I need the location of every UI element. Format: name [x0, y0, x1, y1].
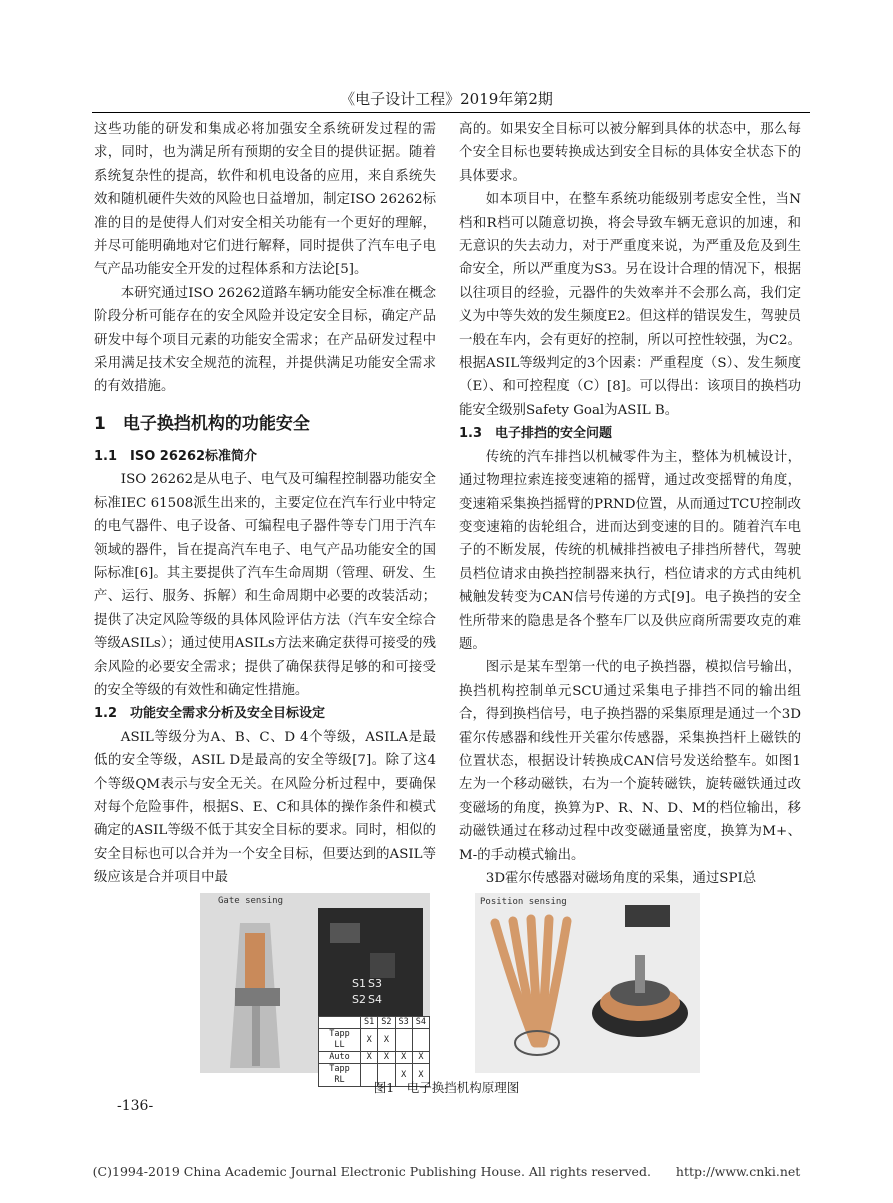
- gate-sensing-label: Gate sensing: [218, 896, 284, 906]
- table-cell: X: [395, 1064, 412, 1087]
- pcb-label: S2: [352, 993, 366, 1006]
- position-sensing-label: Position sensing: [480, 897, 567, 907]
- subsection-heading: 1.2 功能安全需求分析及安全目标设定: [94, 706, 326, 722]
- table-cell: X: [412, 1064, 429, 1087]
- table-cell: S3: [395, 1017, 412, 1029]
- table-cell: X: [361, 1029, 378, 1052]
- table-row: [319, 1052, 430, 1064]
- paragraph: ISO 26262是从电子、电气及可编程控制器功能安全标准IEC 61508派生出来的，主要定位在汽车行业中特定的电气器件、电子设备、可编程电子器件等专门用于汽车领域的器件，旨在提高汽车电子、电气产品功能安全的国际标准[6]。其主要提供了汽车生命周期（管理、研发、生产、运行、服务、拆解）和生命周期中必要的改装活动；提供了决定风险等级的具体风险评估方法（汽车安全综合等级ASILs）；通过使用ASILs方法来确定获得可接受的残余风险的必要安全需求；提供了确保获得足够的和可接受的安全等级的有效性和确定性措施。: [94, 472, 436, 698]
- table-cell: X: [378, 1029, 395, 1052]
- table-cell: S1: [361, 1017, 378, 1029]
- header-rule: [92, 112, 810, 113]
- pcb-label: S1: [352, 977, 366, 990]
- table-cell: [319, 1017, 361, 1029]
- paragraph: 3D霍尔传感器对磁场角度的采集，通过SPI总: [485, 871, 757, 886]
- table-cell: S4: [412, 1017, 429, 1029]
- position-sensing-panel: [475, 893, 700, 1073]
- table-cell: [412, 1029, 429, 1052]
- table-cell: Auto: [319, 1052, 361, 1064]
- right-column: [459, 118, 801, 890]
- figure-caption: 图1 电子换挡机构原理图: [373, 1080, 520, 1095]
- pcb-label: S3: [368, 977, 382, 990]
- table-cell: X: [361, 1052, 378, 1064]
- figure-1: [200, 893, 700, 1085]
- table-cell: [395, 1029, 412, 1052]
- subsection-heading: 1.1 ISO 26262标准简介: [94, 448, 258, 464]
- gate-sensing-panel: [200, 893, 430, 1085]
- subsection-heading: 1.3 电子排挡的安全问题: [459, 426, 613, 442]
- table-cell: X: [395, 1052, 412, 1064]
- journal-header: 《电子设计工程》2019年第2期: [340, 90, 553, 108]
- position-sensing-illustration: [475, 893, 700, 1073]
- switch-state-table: [318, 1016, 430, 1087]
- paragraph: 高的。如果安全目标可以被分解到具体的状态中，那么每个安全目标也要转换成达到安全目标的具体安全状态下的具体要求。: [459, 122, 801, 184]
- table-cell: X: [378, 1052, 395, 1064]
- left-column: [94, 118, 436, 890]
- paragraph: ASIL等级分为A、B、C、D 4个等级，ASILA是最低的安全等级，ASIL D是最高的安全等级[7]。除了这4个等级QM表示与安全无关。在风险分析过程中，要确保对每个危险事件，根据S、E、C和具体的操作条件和模式确定的ASIL等级不低于其安全目标的要求。同时，相似的安全目标也可以合并为一个安全目标，但要达到的ASIL等级应该是合并项目中最: [94, 729, 436, 886]
- table-header-row: [319, 1017, 430, 1029]
- table-cell: Tapp RL: [319, 1064, 361, 1087]
- paragraph: 本研究通过ISO 26262道路车辆功能安全标准在概念阶段分析可能存在的安全风险并设定安全目标，确定产品研发中每个项目元素的功能安全需求；在产品研发过程中采用满足技术安全规范的流程，并提供满足功能安全需求的有效措施。: [94, 285, 436, 395]
- paragraph: 如本项目中，在整车系统功能级别考虑安全性，当N档和R档可以随意切换，将会导致车辆无意识的加速，和无意识的失去动力，对于严重度来说，为严重及危及到生命安全，所以严重度为S3。另在设计合理的情况下，根据以往项目的经验，元器件的失效率并不会那么高，我们定义为中等失效的发生频度E2。但这样的错误发生，驾驶员一般在车内，会有更好的控制，所以可控性较强，为C2。根据ASIL等级判定的3个因素：严重程度（S）、发生频度（E）、和可控程度（C）[8]。可以得出：该项目的换档功能安全级别Safety Goal为ASIL B。: [459, 192, 801, 418]
- section-heading: 1 电子换挡机构的功能安全: [94, 413, 310, 434]
- paragraph: 这些功能的研发和集成必将加强安全系统研发过程的需求，同时，也为满足所有预期的安全目的提供证据。随着系统复杂性的提高，软件和机电设备的应用，来自系统失效和随机硬件失效的风险也日益增加，制定ISO 26262标准的目的是使得人们对安全相关功能有一个更好的理解，并尽可能明确地对它们进行解释，同时提供了汽车电子电气产品功能安全开发的过程体系和方法论[5]。: [94, 122, 436, 278]
- paragraph: 图示是某车型第一代的电子换挡器，模拟信号输出，换挡机构控制单元SCU通过采集电子排挡不同的输出组合，得到换档信号，电子换挡器的采集原理是通过一个3D霍尔传感器和线性开关霍尔传感器，采集换挡杆上磁铁的位置状态，根据设计转换成CAN信号发送给整车。如图1左为一个移动磁铁，右为一个旋转磁铁，旋转磁铁通过改变磁场的角度，换算为P、R、N、D、M的档位输出，移动磁铁通过在移动过程中改变磁通量密度，换算为M+、M-的手动模式输出。: [459, 660, 801, 863]
- table-cell: Tapp LL: [319, 1029, 361, 1052]
- table-cell: S2: [378, 1017, 395, 1029]
- paragraph: 传统的汽车排挡以机械零件为主，整体为机械设计，通过物理拉索连接变速箱的摇臂，通过改变摇臂的角度，变速箱采集换挡摇臂的PRND位置，从而通过TCU控制改变变速箱的齿轮组合，进而达到变速的目的。随着汽车电子的不断发展，传统的机械排挡被电子排挡所替代，驾驶员档位请求由换挡控制器来执行，档位请求的方式由纯机械触发转变为CAN信号传递的方式[9]。电子换挡的安全性所带来的隐患是各个整车厂以及供应商所需要攻克的难题。: [459, 449, 801, 652]
- page-number: -136-: [117, 1098, 154, 1114]
- table-row: [319, 1029, 430, 1052]
- copyright-footer: (C)1994-2019 China Academic Journal Electronic Publishing House. All rights reserved. http://www.cnki.net: [92, 1164, 801, 1179]
- table-cell: X: [412, 1052, 429, 1064]
- pcb-label: S4: [368, 993, 382, 1006]
